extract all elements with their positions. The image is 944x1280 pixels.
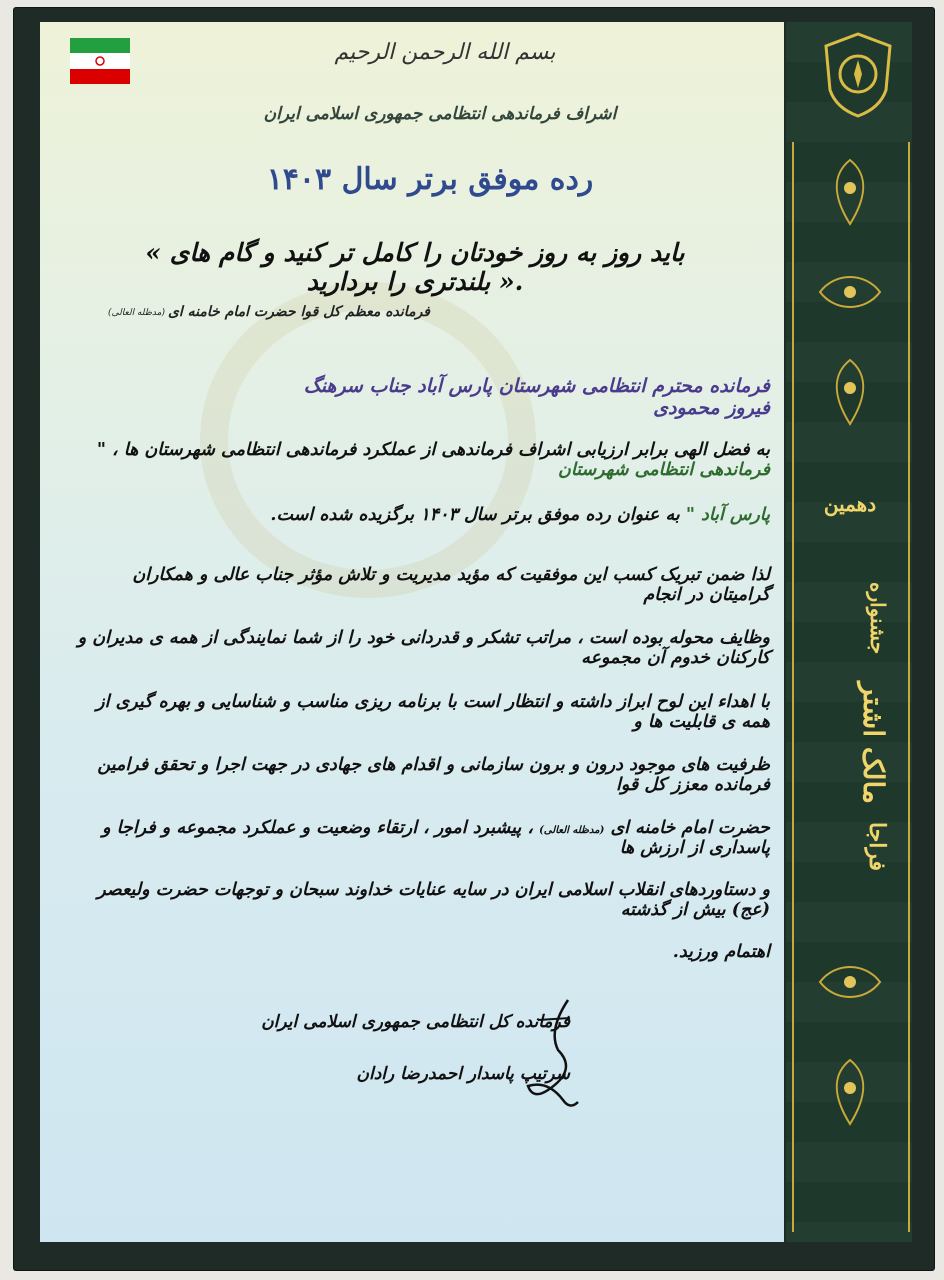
floral-ornament-icon	[810, 252, 890, 332]
floral-ornament-icon	[810, 942, 890, 1022]
quote-attribution-note: (مدظله العالی)	[108, 308, 165, 318]
festival-name: مالک اشتر	[857, 682, 890, 805]
festival-label: جشنواره	[866, 582, 890, 655]
festival-org: فراجا	[864, 822, 890, 872]
body-text: به عنوان رده موفق برتر سال ۱۴۰۳ برگزیده شده است.	[270, 505, 680, 525]
certificate-title: رده موفق برتر سال ۱۴۰۳	[266, 162, 594, 197]
quote-attribution: فرمانده معظم کل قوا حضرت امام خامنه ای	[167, 304, 430, 320]
signatory-name: سرتیپ پاسدار احمدرضا رادان	[356, 1064, 570, 1084]
basmala: بسم الله الرحمن الرحیم	[334, 40, 556, 65]
body-highlight: فرماندهی انتظامی شهرستان	[558, 460, 770, 480]
body-line: با اهداء این لوح ابراز داشته و انتظار است با برنامه ریزی مناسب و شناسایی و بهره گیری از همه ی قابلیت ها و	[96, 692, 770, 732]
signature-icon	[508, 990, 598, 1120]
signatory-title: فرمانده کل انتظامی جمهوری اسلامی ایران	[261, 1012, 570, 1032]
police-emblem-icon	[820, 30, 896, 120]
body-text: ، پیشبرد امور ، ارتقاء وضعیت و عملکرد مجموعه و فراجا و پاسداری از ارزش ها	[102, 818, 770, 858]
body-line: لذا ضمن تبریک کسب این موفقیت که مؤید مدیریت و تلاش مؤثر جناب عالی و همکاران گرامیتان در انجام	[132, 565, 770, 605]
recipient-line: فرمانده محترم انتظامی شهرستان پارس آباد جناب سرهنگ فیروز محمودی	[303, 375, 770, 419]
body-line	[70, 818, 770, 858]
iran-flag-icon	[70, 38, 130, 84]
side-panel	[786, 22, 912, 1242]
body-note: (مدظله العالی)	[539, 825, 605, 836]
floral-ornament-icon	[810, 1052, 890, 1132]
organization-name: اشراف فرماندهی انتظامی جمهوری اسلامی ایران	[263, 104, 617, 124]
body-line	[70, 505, 770, 525]
body-text: حضرت امام خامنه ای	[610, 818, 770, 838]
body-highlight: پارس آباد "	[685, 505, 770, 525]
leader-quote: « باید روز به روز خودتان را کامل تر کنید و گام های بلندتری را بردارید ».	[145, 238, 685, 296]
body-line: وظایف محوله بوده است ، مراتب تشکر و قدردانی خود را از شما نمایندگی از همه ی مدیران و کارکنان خدوم آن مجموعه	[77, 628, 770, 668]
festival-edition: دهمین	[823, 492, 877, 516]
body-text: به فضل الهی برابر ارزیابی اشراف فرماندهی از عملکرد فرماندهی انتظامی شهرستان ها ، "	[96, 440, 770, 460]
body-line: ظرفیت های موجود درون و برون سازمانی و اقدام های جهادی در جهت اجرا و تحقق فرامین فرمانده معزز کل قوا	[97, 755, 770, 795]
body-line: اهتمام ورزید.	[672, 942, 770, 962]
floral-ornament-icon	[810, 352, 890, 432]
body-line: و دستاوردهای انقلاب اسلامی ایران در سایه عنایات خداوند سبحان و توجهات حضرت ولیعصر (عج) بیش از گذشته	[97, 880, 770, 920]
floral-ornament-icon	[810, 152, 890, 232]
body-line	[70, 440, 770, 480]
